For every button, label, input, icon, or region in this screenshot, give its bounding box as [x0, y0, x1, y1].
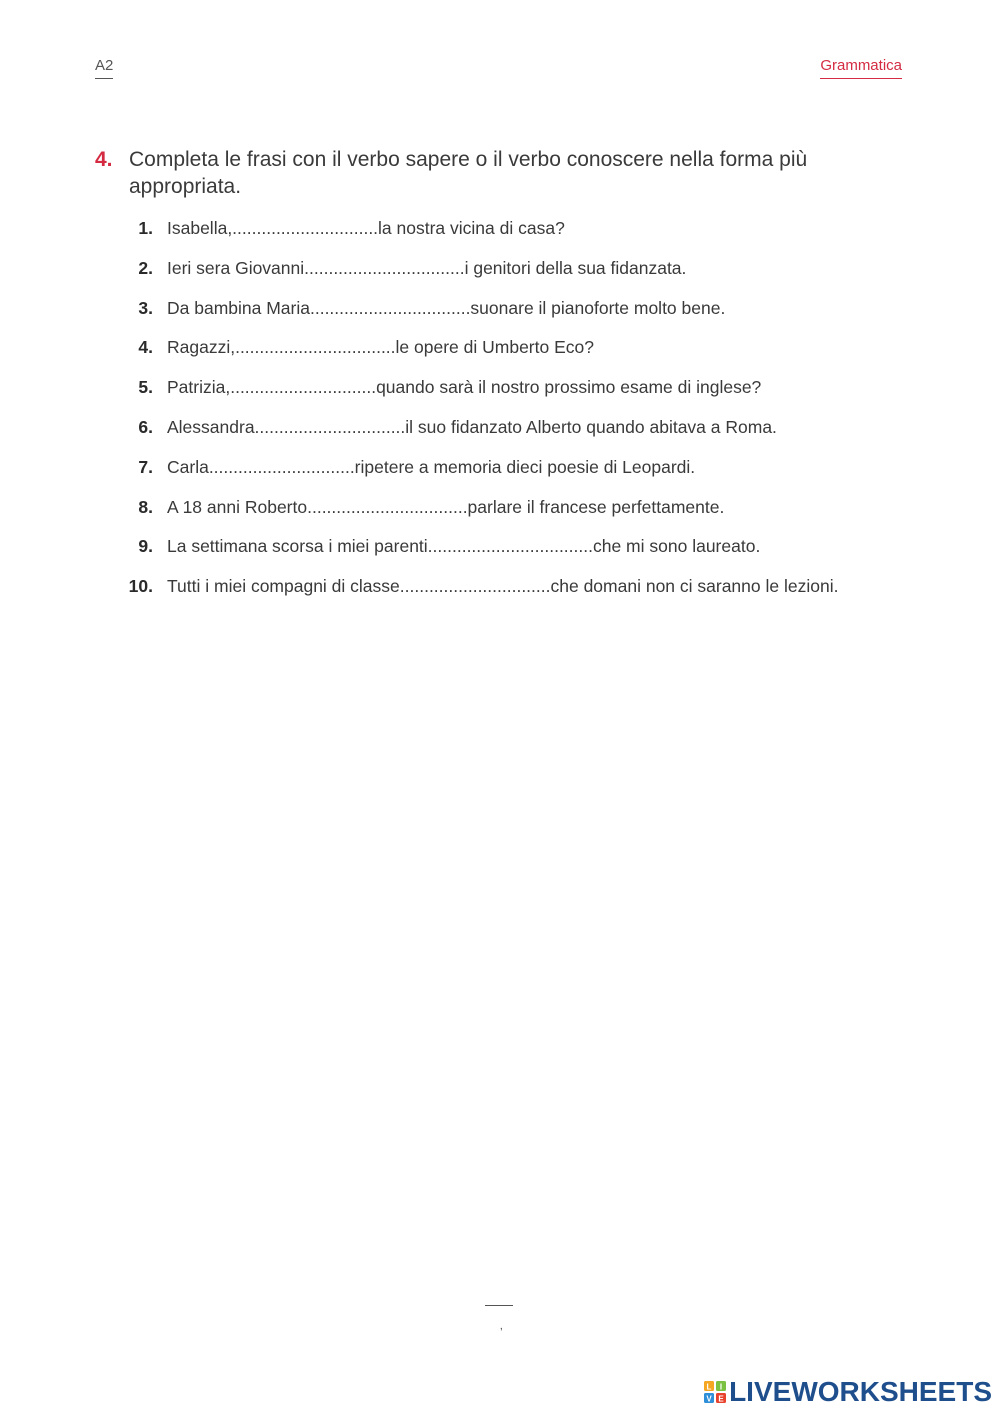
- sentence-number: 7.: [138, 456, 153, 477]
- sentence-number: 10.: [128, 576, 153, 597]
- sentence-text: Ieri sera Giovanni.................................i genitori della sua fidanzata.: [167, 257, 687, 278]
- sentence-item: [95, 532, 915, 572]
- exercise-number: 4.: [95, 148, 113, 171]
- sentence-item: [95, 413, 915, 453]
- sentence-number: 9.: [138, 536, 153, 557]
- sentence-text: A 18 anni Roberto.................................parlare il francese perfettamente.: [167, 496, 725, 517]
- sentence-item: [95, 453, 915, 493]
- footer-mark: ‚: [500, 1318, 503, 1332]
- sentence-number: 6.: [138, 416, 153, 437]
- liveworksheets-wordmark: LIVEWORKSHEETS: [729, 1376, 992, 1407]
- svg-text:E: E: [718, 1394, 724, 1403]
- sentence-number: 3.: [138, 297, 153, 318]
- exercise-header: [95, 146, 855, 200]
- sentence-number: 2.: [138, 257, 153, 278]
- liveworksheets-brand[interactable]: [704, 1377, 992, 1407]
- sentence-item: [95, 214, 915, 254]
- section-label: Grammatica: [820, 57, 902, 79]
- sentence-number: 8.: [138, 496, 153, 517]
- svg-text:V: V: [706, 1394, 712, 1403]
- sentence-list: [95, 214, 915, 612]
- sentence-text: Isabella,..............................la nostra vicina di casa?: [167, 218, 565, 238]
- exercise-instruction: Completa le frasi con il verbo sapere o il verbo conoscere nella forma più appropriata.: [129, 148, 808, 198]
- svg-text:I: I: [719, 1382, 723, 1392]
- sentence-text: La settimana scorsa i miei parenti..................................che mi sono laureato.: [167, 536, 761, 557]
- svg-text:L: L: [706, 1382, 712, 1392]
- sentence-item: [95, 254, 915, 294]
- sentence-text: Carla..............................ripetere a memoria dieci poesie di Leopardi.: [167, 456, 696, 477]
- sentence-text: Alessandra...............................il suo fidanzato Alberto quando abitava a Roma.: [167, 416, 777, 437]
- sentence-item: [95, 333, 915, 373]
- sentence-number: 4.: [138, 337, 153, 358]
- level-label: A2: [95, 57, 113, 79]
- sentence-number: 5.: [138, 377, 153, 398]
- sentence-text: Ragazzi,.................................le opere di Umberto Eco?: [167, 337, 594, 358]
- sentence-text: Da bambina Maria.................................suonare il pianoforte molto bene.: [167, 297, 726, 318]
- sentence-item: [95, 373, 915, 413]
- sentence-number: 1.: [138, 218, 153, 238]
- sentence-item: [95, 294, 915, 334]
- sentence-item: [95, 493, 915, 533]
- sentence-item: [95, 572, 915, 612]
- sentence-text: Tutti i miei compagni di classe...............................che domani non ci saranno le lezioni.: [167, 576, 839, 597]
- footer-divider: [485, 1305, 513, 1306]
- liveworksheets-logo-icon: [704, 1381, 726, 1403]
- sentence-text: Patrizia,..............................quando sarà il nostro prossimo esame di inglese?: [167, 377, 762, 398]
